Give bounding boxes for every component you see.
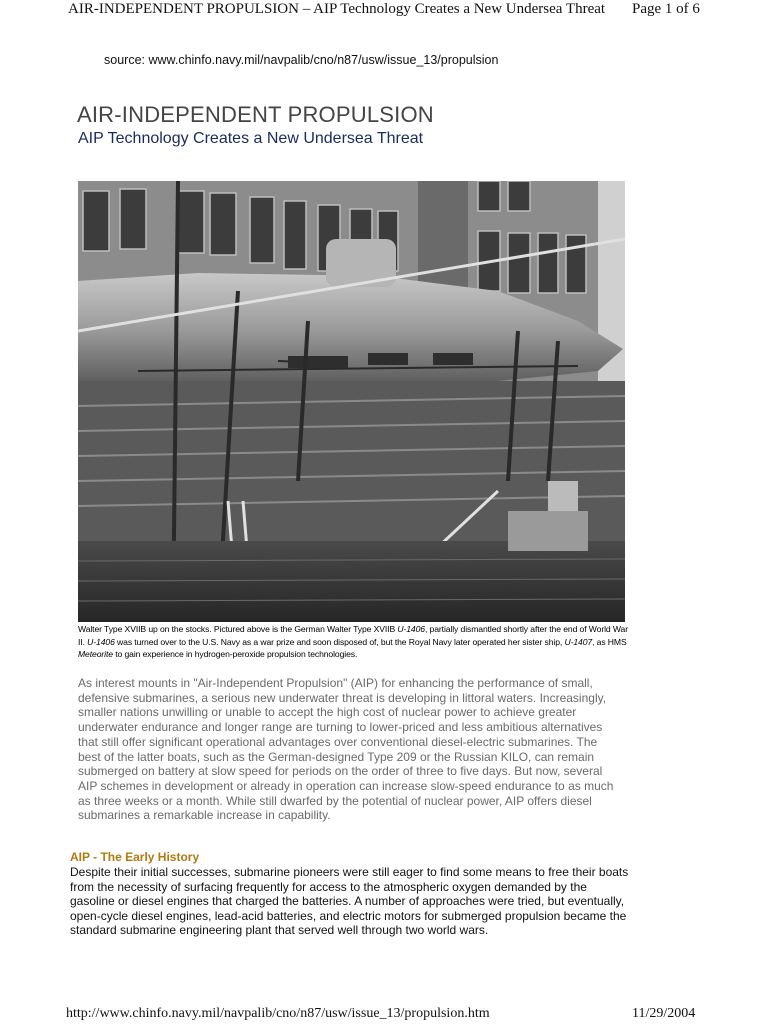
article-subtitle: AIP Technology Creates a New Undersea Threat: [78, 130, 424, 147]
photo-caption: [78, 623, 628, 661]
submarine-photo: [78, 181, 625, 622]
caption-italic-hull-number: U-1406: [397, 624, 425, 634]
caption-text: to gain experience in hydrogen-peroxide propulsion technologies.: [112, 649, 358, 659]
caption-italic-ship-name: Meteorite: [78, 649, 113, 659]
section-body: Despite their initial successes, submarine pioneers were still eager to find some means to free their boats from the necessity of surfacing frequently for access to the atmospheric oxygen demanded by the gasoline or diesel engines that charged the batteries. A number of approaches were tried, but eventually, open-cycle diesel engines, lead-acid batteries, and electric motors for submerged propulsion became the standard submarine engineering plant that served well through two world wars.: [70, 865, 629, 938]
caption-italic-hull-number: U-1407: [564, 636, 593, 647]
article-title: AIR-INDEPENDENT PROPULSION: [77, 102, 434, 127]
print-footer-url: http://www.chinfo.navy.mil/navpalib/cno/n87/usw/issue_13/propulsion.htm: [66, 1006, 490, 1021]
section-heading: AIP - The Early History: [70, 850, 200, 864]
caption-text: Walter Type XVIIB up on the stocks. Pictured above is the German Walter Type XVIIB: [78, 624, 398, 634]
caption-text: was turned over to the U.S. Navy as a war prize and soon disposed of, but the Royal Navy later operated her sister ship,: [114, 636, 565, 647]
print-header-title: AIR-INDEPENDENT PROPULSION – AIP Technology Creates a New Undersea Threat: [68, 1, 606, 17]
caption-text: , as HMS: [592, 636, 627, 647]
caption-text: , partially dismantled shortly after the end of World War II.: [78, 624, 628, 647]
source-line: source: www.chinfo.navy.mil/navpalib/cno/n87/usw/issue_13/propulsion: [104, 53, 499, 67]
print-header-page-number: Page 1 of 6: [632, 1, 700, 17]
caption-italic-hull-number: U-1406: [87, 636, 115, 647]
intro-paragraph: As interest mounts in "Air-Independent Propulsion" (AIP) for enhancing the performance of small, defensive submarines, a serious new underwater threat is developing in littoral waters. Increasingly, smaller nations unwilling or unable to accept the high cost of nuclear power to achieve greater underwater endurance and longer range are turning to lower-priced and less ambitious alternatives that still offer significant operational advantages over conventional diesel-electric submarines. The best of the latter boats, such as the German-designed Type 209 or the Russian KILO, can remain submerged on battery at slow speed for periods on the order of three to five days. But now, several AIP schemes in development or already in operation can increase slow-speed endurance to as much as three weeks or a month. While still dwarfed by the potential of nuclear power, AIP offers diesel submarines a remarkable increase in capability.: [78, 676, 614, 823]
print-footer-date: 11/29/2004: [632, 1006, 696, 1021]
